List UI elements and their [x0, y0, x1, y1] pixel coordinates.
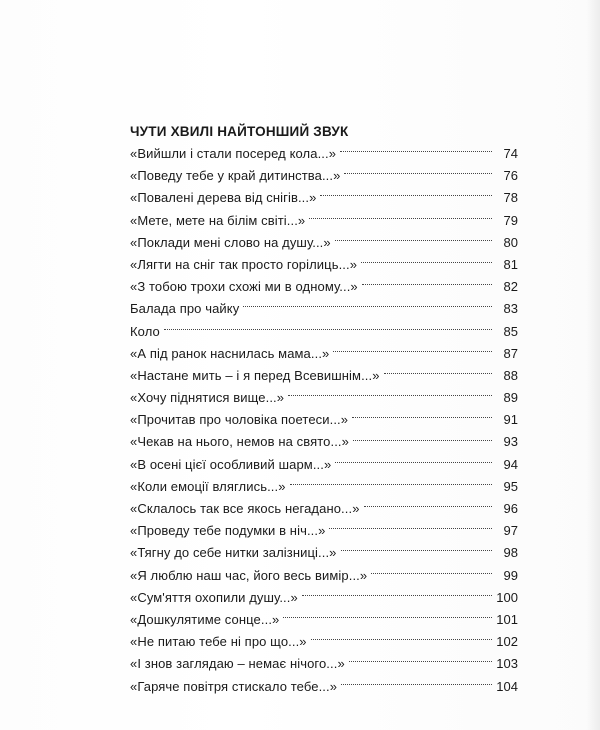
page-edge-shadow: [586, 0, 600, 730]
dot-leader: [243, 305, 492, 307]
toc-entry-page-number: 101: [496, 611, 518, 627]
toc-entry-title: «Тягну до себе нитки залізниці...»: [130, 545, 337, 561]
table-of-contents: [130, 121, 518, 698]
toc-entry: [130, 609, 518, 631]
toc-entry-page-number: 100: [496, 589, 518, 605]
dot-leader: [364, 505, 492, 507]
dot-leader: [361, 261, 492, 263]
toc-entry-title: «Повалені дерева від снігів...»: [130, 190, 317, 206]
toc-entry: [130, 676, 518, 698]
dot-leader: [341, 683, 492, 685]
dot-leader: [288, 394, 492, 396]
toc-entry-title: «І знов заглядаю – немає нічого...»: [130, 656, 345, 672]
toc-entry: [130, 276, 518, 298]
toc-entry-page-number: 88: [503, 367, 518, 383]
toc-entry-title: «Проведу тебе подумки в ніч...»: [130, 523, 326, 539]
toc-entry-page-number: 91: [503, 412, 518, 428]
toc-entry-title: «Склалось так все якось негадано...»: [130, 501, 360, 516]
toc-entry-page-number: 102: [496, 634, 518, 650]
toc-entry-title: «Поклади мені слово на душу...»: [130, 234, 331, 250]
toc-entry: [130, 587, 518, 609]
dot-leader: [340, 150, 492, 152]
toc-entry: [130, 232, 518, 254]
toc-entry: [130, 565, 518, 587]
dot-leader: [353, 439, 492, 441]
dot-leader: [362, 283, 492, 285]
toc-entry: [130, 631, 518, 653]
toc-entry-title: «Мете, мете на білім світі...»: [130, 212, 306, 228]
dot-leader: [335, 461, 492, 463]
dot-leader: [341, 549, 493, 551]
toc-entry-page-number: 85: [503, 323, 518, 339]
toc-entry: [130, 165, 518, 187]
toc-entry-page-number: 81: [503, 256, 518, 272]
toc-entry-page-number: 99: [503, 567, 518, 583]
toc-entry-page-number: 94: [503, 456, 518, 472]
toc-entry-title: «В осені цієї особливий шарм...»: [130, 456, 332, 472]
dot-leader: [283, 616, 492, 618]
toc-entry-page-number: 98: [503, 545, 518, 561]
dot-leader: [320, 194, 492, 196]
toc-entry-page-number: 76: [503, 168, 518, 184]
dot-leader: [329, 527, 492, 529]
toc-entry-title: «Хочу піднятися вище...»: [130, 390, 285, 406]
toc-entry-page-number: 104: [496, 678, 518, 694]
toc-entry-title: «Вийшли і стали посеред кола...»: [130, 146, 337, 161]
toc-entry: [130, 321, 518, 343]
dot-leader: [344, 172, 492, 174]
dot-leader: [290, 483, 492, 485]
toc-entry: [130, 520, 518, 542]
toc-entry-page-number: 83: [503, 301, 518, 317]
toc-entry-title: «Я люблю наш час, його весь вимір...»: [130, 567, 368, 583]
toc-entry: [130, 542, 518, 564]
toc-list: [130, 143, 518, 698]
toc-entry-page-number: 97: [503, 523, 518, 539]
toc-entry-title: «А під ранок наснилась мама...»: [130, 345, 330, 361]
section-title: ЧУТИ ХВИЛІ НАЙТОНШИЙ ЗВУК: [130, 124, 349, 139]
toc-entry-page-number: 95: [503, 478, 518, 494]
toc-entry-title: «Прочитав про чоловіка поетеси...»: [130, 412, 349, 428]
dot-leader: [302, 594, 492, 596]
toc-entry-title: «Чекав на нього, немов на свято...»: [130, 434, 349, 450]
toc-entry: [130, 210, 518, 232]
dot-leader: [311, 638, 492, 640]
toc-entry-page-number: 78: [503, 190, 518, 206]
toc-entry-title: «Дошкулятиме сонце...»: [130, 611, 280, 627]
toc-entry: [130, 498, 518, 520]
toc-entry-page-number: 103: [496, 656, 518, 672]
dot-leader: [309, 217, 492, 219]
toc-entry-title: «Сум'яття охопили душу...»: [130, 589, 298, 605]
toc-entry: [130, 476, 518, 498]
toc-entry: [130, 343, 518, 365]
toc-entry: [130, 409, 518, 431]
toc-entry-page-number: 79: [503, 212, 518, 228]
toc-entry: [130, 254, 518, 276]
toc-entry-title: «Гаряче повітря стискало тебе...»: [130, 678, 338, 694]
toc-entry: [130, 187, 518, 209]
toc-entry-page-number: 96: [503, 501, 518, 516]
toc-entry-title: Коло: [130, 323, 160, 339]
dot-leader: [164, 328, 492, 330]
toc-entry-page-number: 93: [503, 434, 518, 450]
toc-entry-title: «З тобою трохи схожі ми в одному...»: [130, 279, 358, 295]
toc-entry-title: «Поведу тебе у край дитинства...»: [130, 168, 341, 184]
toc-entry: [130, 653, 518, 675]
toc-entry-page-number: 89: [503, 390, 518, 406]
toc-entry-title: «Настане мить – і я перед Всевишнім...»: [130, 367, 380, 383]
toc-entry-page-number: 74: [503, 146, 518, 161]
toc-entry: [130, 454, 518, 476]
dot-leader: [335, 239, 492, 241]
toc-entry-title: «Лягти на сніг так просто горілиць...»: [130, 256, 358, 272]
toc-entry-title: «Не питаю тебе ні про що...»: [130, 634, 307, 650]
toc-entry: [130, 387, 518, 409]
toc-entry: [130, 298, 518, 320]
toc-entry: [130, 143, 518, 165]
dot-leader: [333, 350, 492, 352]
toc-entry-title: «Коли емоції вляглись...»: [130, 478, 286, 494]
toc-entry-title: Балада про чайку: [130, 301, 240, 317]
toc-entry-page-number: 87: [503, 345, 518, 361]
dot-leader: [352, 416, 492, 418]
dot-leader: [384, 372, 492, 374]
toc-entry: [130, 365, 518, 387]
toc-entry-page-number: 82: [503, 279, 518, 295]
toc-entry-page-number: 80: [503, 234, 518, 250]
dot-leader: [371, 572, 492, 574]
toc-entry: [130, 431, 518, 453]
dot-leader: [349, 660, 492, 662]
